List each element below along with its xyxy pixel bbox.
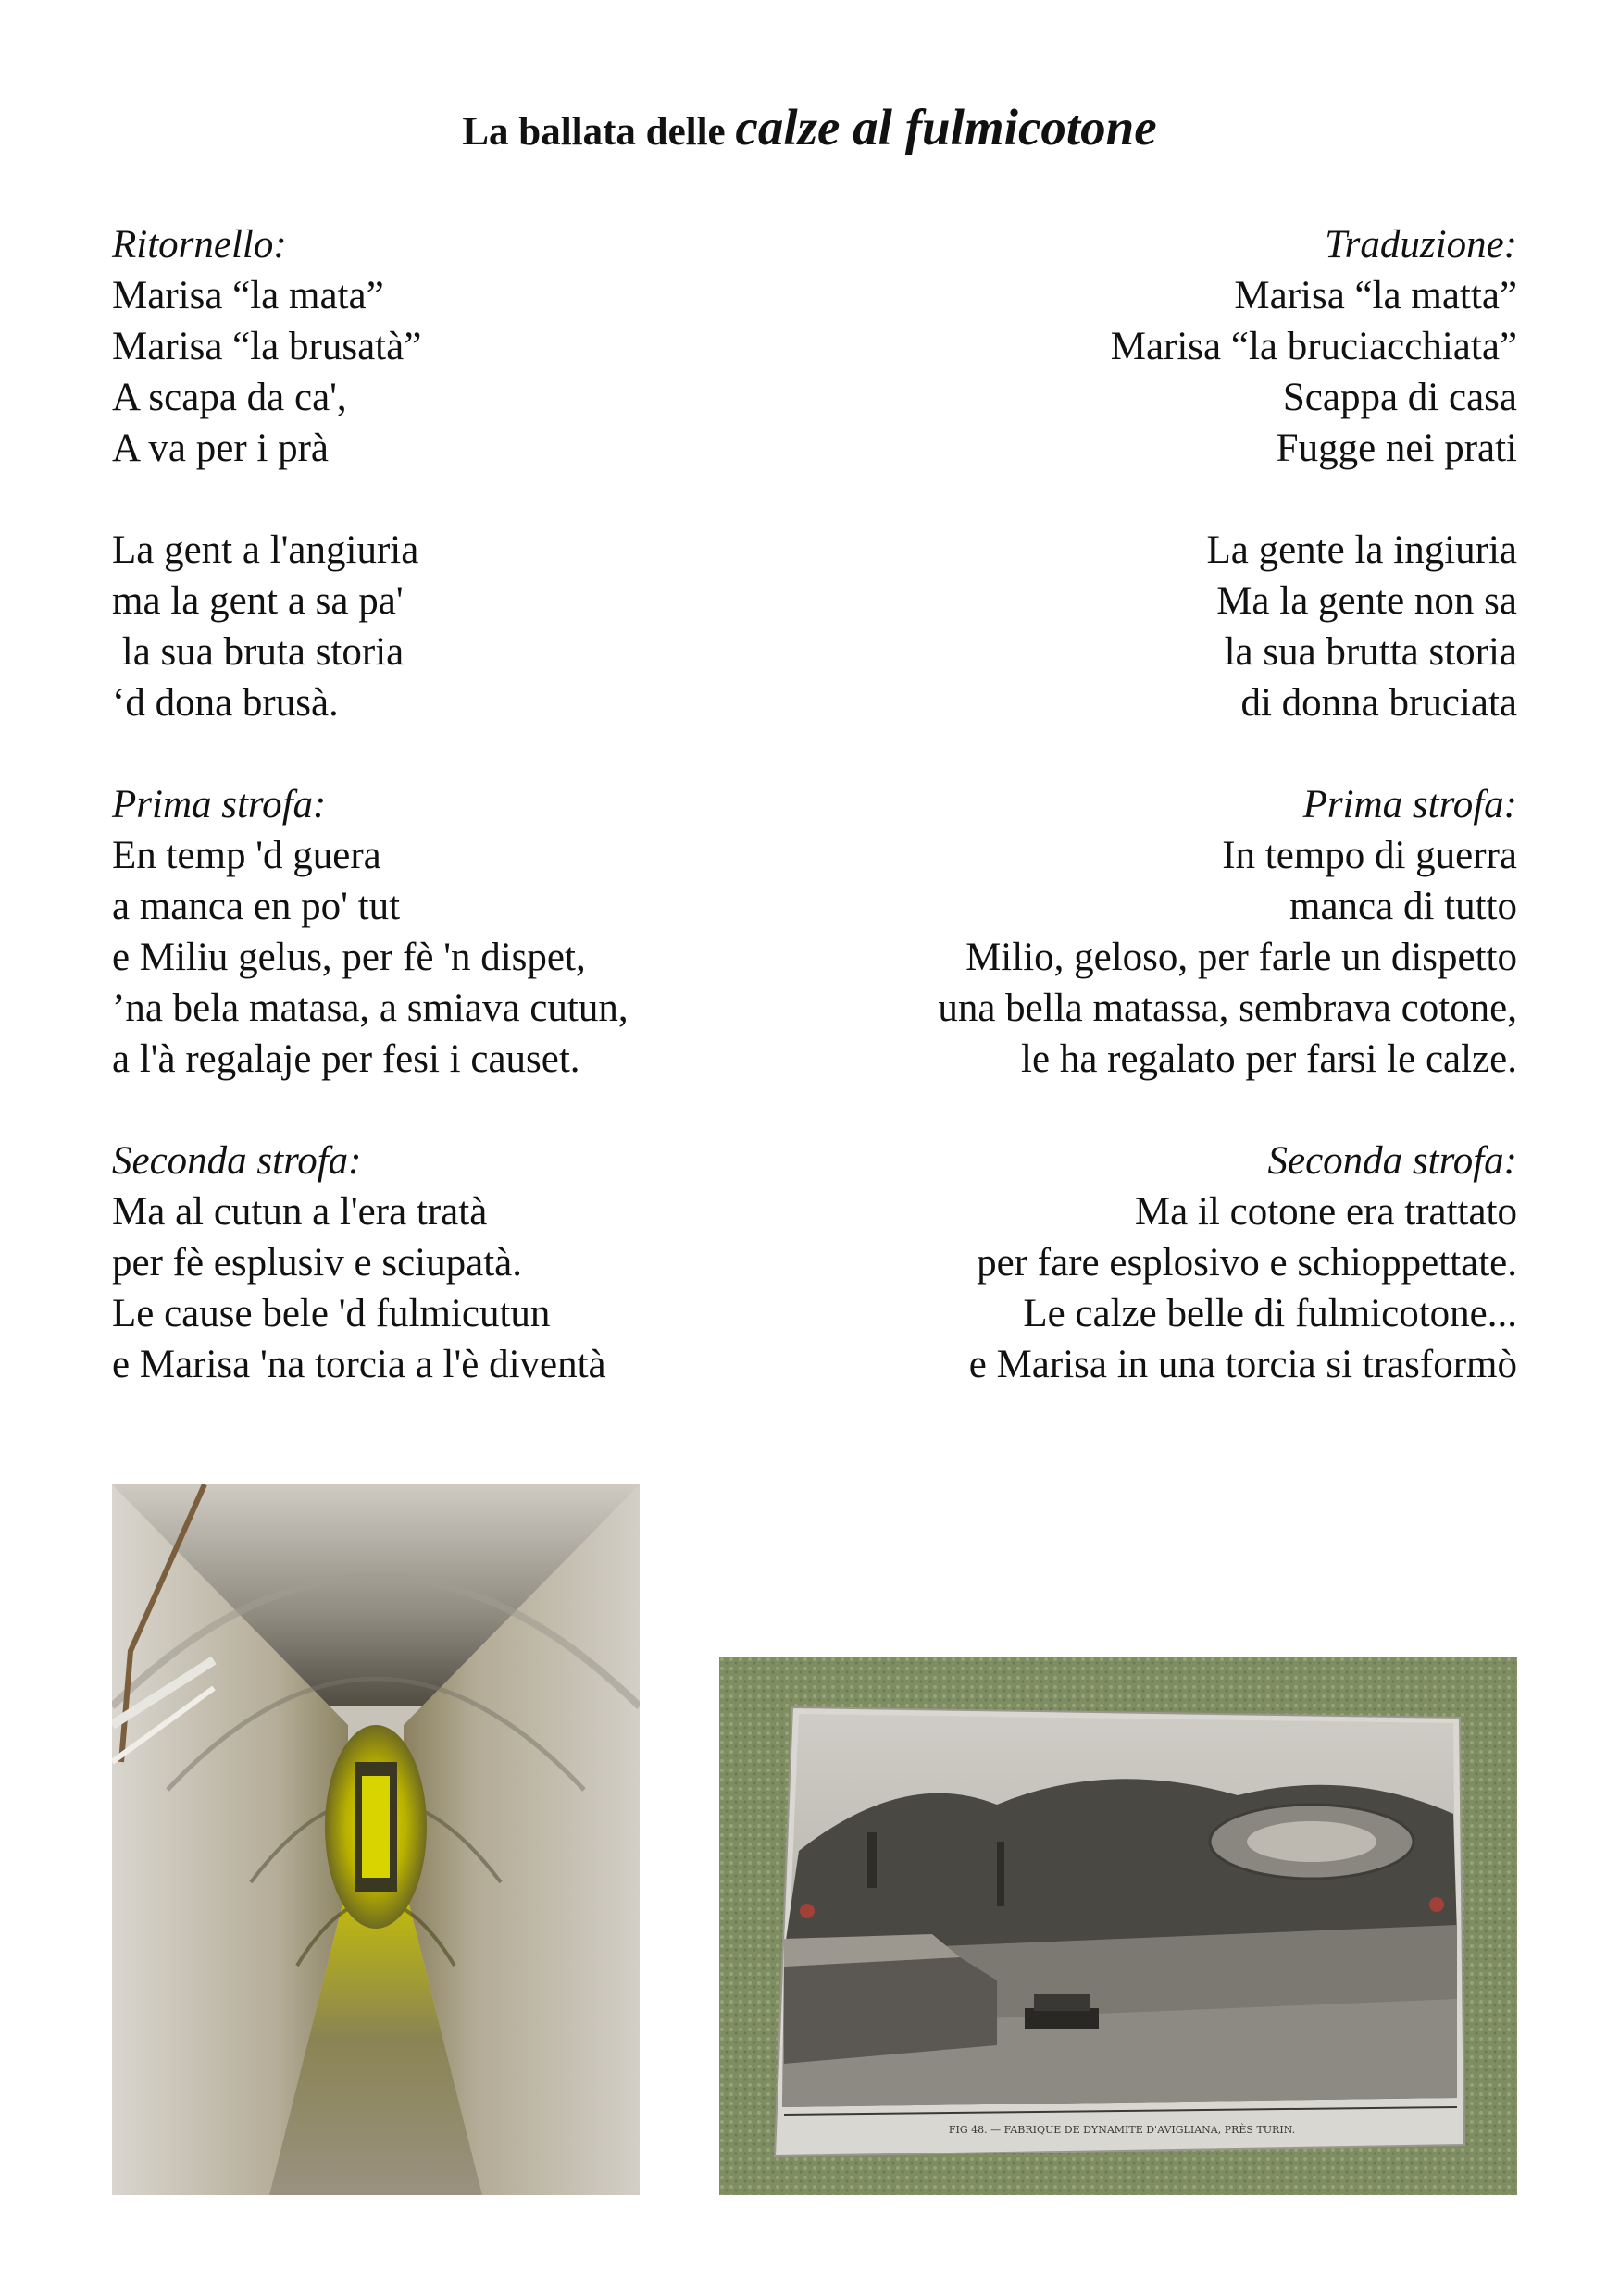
verse-line: Marisa “la matta”: [1234, 274, 1517, 317]
translation-text-column: [814, 219, 1517, 1390]
verse-line: le ha regalato per farsi le calze.: [1021, 1037, 1517, 1081]
verse-line: manca di tutto: [1289, 885, 1517, 928]
stanza-refrain-continued: [112, 525, 816, 728]
verse-line: La gente la ingiuria: [1206, 528, 1517, 572]
verse-line: ‘d dona brusà.: [112, 681, 339, 725]
verse-line: Marisa “la mata”: [112, 274, 384, 317]
verse-line: Milio, geloso, per farle un dispetto: [965, 936, 1517, 979]
verse-line: e Marisa 'na torcia a l'è diventà: [112, 1343, 606, 1386]
stanza-traduzione: [814, 219, 1517, 474]
verse-line: Le calze belle di fulmicotone...: [1023, 1292, 1517, 1335]
stanza-heading: Seconda strofa:: [112, 1139, 362, 1183]
verse-line: ma la gent a sa pa': [112, 579, 404, 623]
verse-line: En temp 'd guera: [112, 834, 381, 877]
verse-line: Ma al cutun a l'era tratà: [112, 1190, 488, 1234]
stanza-heading: Prima strofa:: [112, 783, 327, 826]
verse-line: a manca en po' tut: [112, 885, 401, 928]
verse-line: Ma il cotone era trattato: [1134, 1190, 1517, 1234]
title-emphasis: calze al fulmicotone: [735, 99, 1157, 155]
verse-line: Scappa di casa: [1282, 376, 1517, 419]
stanza-heading: Ritornello:: [112, 223, 287, 267]
verse-line: A va per i prà: [112, 427, 330, 470]
engraving-caption: FIG 48. — FABRIQUE DE DYNAMITE D'AVIGLIANA, PRÈS TURIN.: [948, 2124, 1296, 2136]
verse-line: Fugge nei prati: [1276, 427, 1517, 470]
verse-line: per fare esplosivo e schioppettate.: [977, 1241, 1517, 1285]
verse-line: la sua bruta storia: [112, 630, 405, 674]
stanza-prima-strofa-translation: [814, 779, 1517, 1085]
stanza-prima-strofa: [112, 779, 816, 1085]
verse-line: la sua brutta storia: [1224, 630, 1517, 674]
tunnel-photo: [112, 1484, 640, 2195]
verse-line: per fè esplusiv e sciupatà.: [112, 1241, 522, 1285]
verse-line: a l'à regalaje per fesi i causet.: [112, 1037, 580, 1081]
engraving-photo: [719, 1657, 1517, 2195]
verse-line: Ma la gente non sa: [1216, 579, 1517, 623]
verse-line: A scapa da ca',: [112, 376, 347, 419]
verse-line: In tempo di guerra: [1222, 834, 1517, 877]
verse-line: La gent a l'angiuria: [112, 528, 419, 572]
verse-line: una bella matassa, sembrava cotone,: [938, 987, 1517, 1030]
original-text-column: [112, 219, 816, 1390]
stanza-heading: Traduzione:: [1325, 223, 1517, 267]
verse-line: Le cause bele 'd fulmicutun: [112, 1292, 551, 1335]
stanza-seconda-strofa: [112, 1136, 816, 1390]
stanza-refrain-continued-translation: [814, 525, 1517, 728]
verse-line: Marisa “la brusatà”: [112, 325, 422, 368]
verse-line: Marisa “la bruciacchiata”: [1110, 325, 1517, 368]
tunnel-illustration: [112, 1484, 640, 2195]
page-title: [0, 100, 1619, 160]
title-prefix: La ballata delle: [462, 110, 726, 154]
stanza-seconda-strofa-translation: [814, 1136, 1517, 1390]
stanza-ritornello: [112, 219, 816, 474]
stanza-heading: Seconda strofa:: [1267, 1139, 1517, 1183]
verse-line: e Miliu gelus, per fè 'n dispet,: [112, 936, 586, 979]
verse-line: ’na bela matasa, a smiava cutun,: [112, 987, 629, 1030]
verse-line: di donna bruciata: [1240, 681, 1517, 725]
engraving-illustration: [719, 1657, 1517, 2195]
stanza-heading: Prima strofa:: [1302, 783, 1517, 826]
verse-line: e Marisa in una torcia si trasformò: [968, 1343, 1517, 1386]
